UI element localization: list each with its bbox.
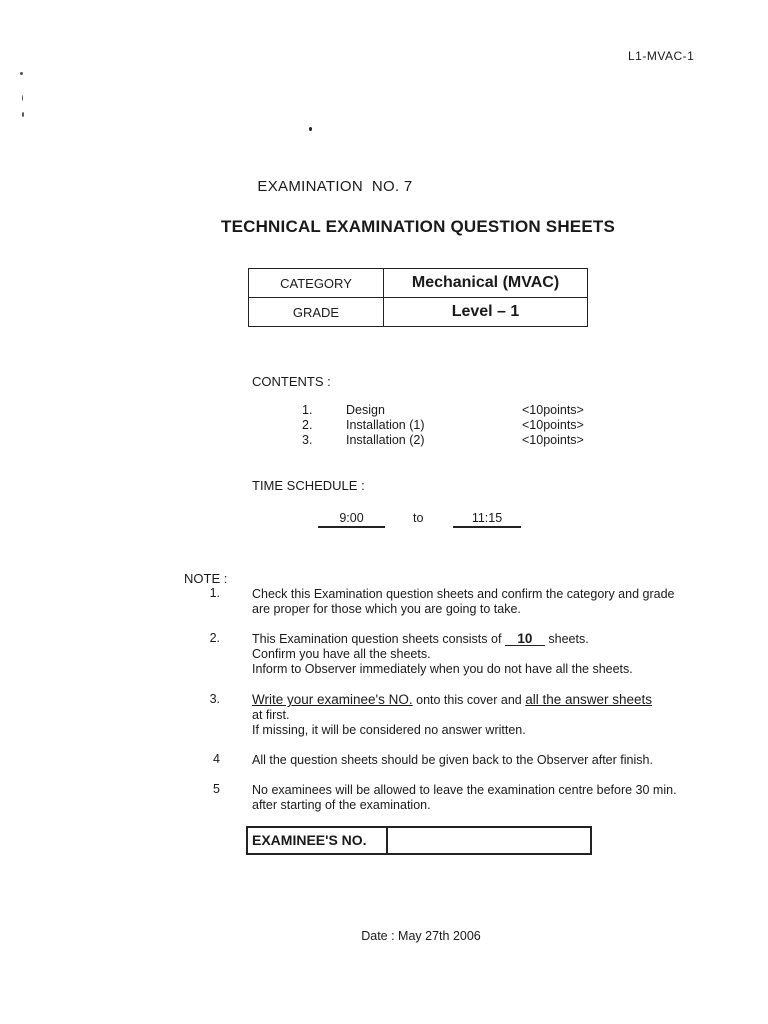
note-line: at first. (252, 708, 290, 722)
note-line: All the question sheets should be given back to the Observer after finish. (252, 753, 653, 767)
grade-label: GRADE (249, 298, 384, 327)
list-item (302, 433, 592, 448)
list-item (302, 418, 592, 433)
contents-item-number: 2. (302, 418, 313, 432)
note-emphasis: all the answer sheets (525, 692, 653, 707)
sheet-count: 10 (505, 632, 545, 646)
contents-item-points: <10points> (522, 433, 584, 447)
note-item (252, 753, 712, 768)
grade-row (249, 298, 588, 327)
examinee-number-box (246, 826, 592, 855)
grade-value: Level – 1 (384, 298, 588, 327)
contents-item-name: Design (346, 403, 385, 417)
page-title: TECHNICAL EXAMINATION QUESTION SHEETS (220, 217, 616, 236)
scan-speck (20, 72, 23, 75)
scan-speck (309, 127, 312, 131)
start-time: 9:00 (318, 511, 385, 528)
note-line: Confirm you have all the sheets. (252, 647, 431, 661)
scan-speck (22, 95, 23, 101)
note-line: are proper for those which you are going to take. (252, 602, 521, 616)
note-text-segment: onto this cover and (412, 693, 526, 707)
contents-item-name: Installation (1) (346, 418, 425, 432)
note-item (252, 692, 712, 738)
category-label: CATEGORY (249, 269, 384, 298)
list-item (302, 403, 592, 418)
note-text-segment: sheets. (548, 632, 589, 646)
note-line (252, 692, 712, 708)
note-text-segment: This Examination question sheets consists of (252, 632, 502, 646)
note-number: 1. (209, 586, 220, 600)
contents-item-points: <10points> (522, 418, 584, 432)
contents-item-number: 3. (302, 433, 313, 447)
end-time: 11:15 (453, 511, 521, 528)
contents-item-points: <10points> (522, 403, 584, 417)
note-number: 3. (209, 692, 220, 706)
contents-label: CONTENTS : (252, 374, 331, 389)
contents-item-name: Installation (2) (346, 433, 425, 447)
time-schedule-label: TIME SCHEDULE : (252, 478, 365, 493)
contents-list (302, 403, 592, 448)
note-line: No examinees will be allowed to leave the examination centre before 30 min. (252, 783, 677, 797)
note-number: 2. (209, 631, 220, 645)
category-value: Mechanical (MVAC) (384, 269, 588, 298)
note-item (252, 783, 712, 813)
category-grade-table (248, 268, 588, 327)
note-emphasis: Write your examinee's NO. (252, 692, 413, 707)
note-line (252, 632, 712, 647)
note-line: Inform to Observer immediately when you do not have all the sheets. (252, 662, 633, 676)
examinee-number-label: EXAMINEE'S NO. (252, 832, 367, 848)
note-line: If missing, it will be considered no answer written. (252, 723, 526, 737)
document-code: L1-MVAC-1 (628, 49, 695, 63)
note-number: 4 (213, 752, 220, 766)
note-line: Check this Examination question sheets and confirm the category and grade (252, 587, 675, 601)
note-item (252, 587, 712, 617)
exam-date: Date : May 27th 2006 (361, 929, 481, 943)
contents-item-number: 1. (302, 403, 313, 417)
note-label: NOTE : (184, 571, 228, 586)
note-number: 5 (213, 782, 220, 796)
scan-speck (22, 112, 24, 117)
time-separator: to (413, 511, 424, 525)
note-item (252, 632, 712, 677)
note-line: after starting of the examination. (252, 798, 431, 812)
category-row (249, 269, 588, 298)
examination-number: EXAMINATION NO. 7 (257, 178, 413, 195)
examinee-number-field[interactable] (388, 828, 590, 853)
